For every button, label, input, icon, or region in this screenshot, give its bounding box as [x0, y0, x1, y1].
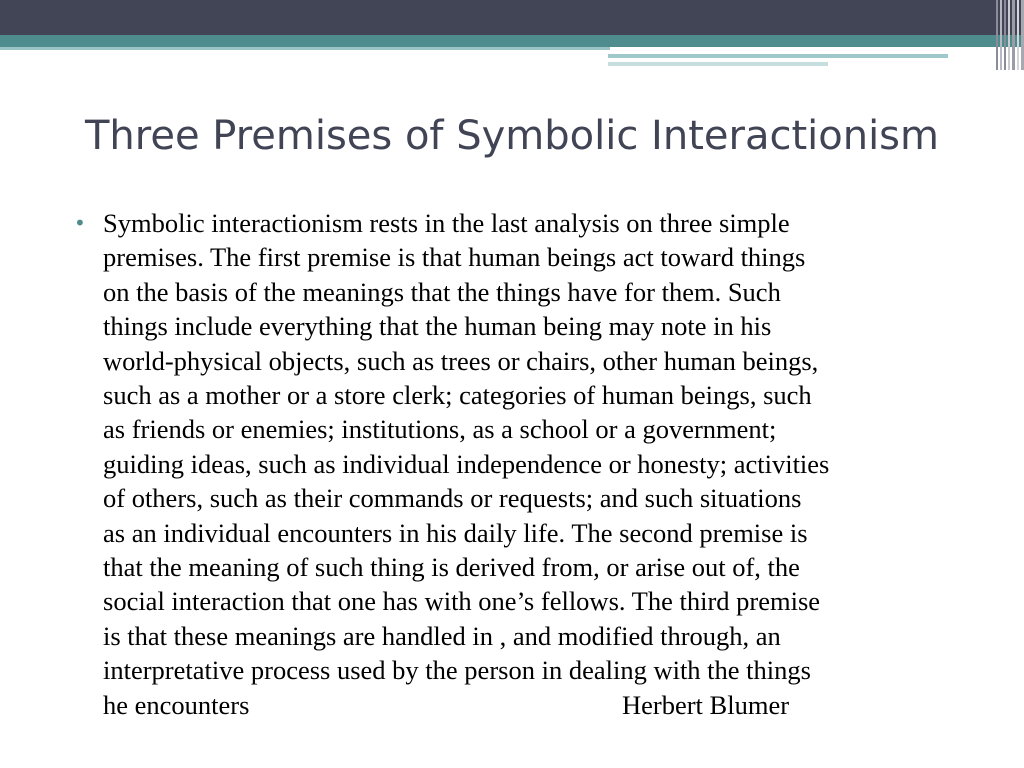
header-accent-line-secondary — [608, 62, 828, 66]
header-corner-stripes — [994, 0, 1024, 70]
slide-title: Three Premises of Symbolic Interactionism — [85, 113, 939, 159]
bullet-final-line — [103, 688, 972, 722]
slide-body — [72, 206, 972, 722]
bullet-text: Symbolic interactionism rests in the last analysis on three simple premises. The first premise is that human beings act toward things on the basis of the meanings that the things have for them. Such things include everything that the human being may note in his world-physical objects, such as trees or chairs, other human beings, such as a mother or a store clerk; categories of human beings, such as friends or enemies; institutions, as a school or a government; guiding ideas, such as individual independence or honesty; activities of others, such as their commands or requests; and such situations as an individual encounters in his daily life. The second premise is that the meaning of such thing is derived from, or arise out of, the social interaction that one has with one’s fellows. The third premise is that these meanings are handled in , and modified through, an interpretative process used by the person in dealing with the things — [103, 208, 830, 686]
bullet-final-text: he encounters — [103, 689, 250, 720]
header-teal-shadow — [0, 47, 610, 50]
bullet-item — [72, 206, 972, 722]
bullet-dot-icon: • — [74, 211, 86, 235]
header-dark-band — [0, 0, 1024, 35]
header-accent-line — [608, 54, 948, 58]
header-teal-band — [0, 35, 1024, 47]
quote-author: Herbert Blumer — [622, 689, 790, 720]
